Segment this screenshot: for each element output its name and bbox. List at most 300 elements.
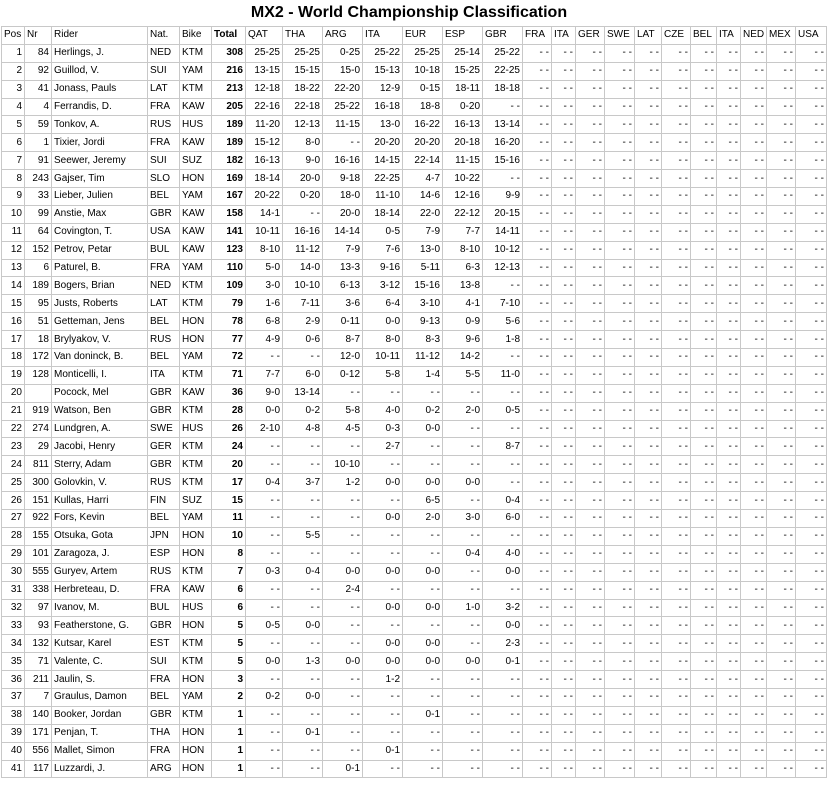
cell-score: - - bbox=[662, 384, 691, 402]
cell-score: 0-2 bbox=[283, 402, 323, 420]
cell-score: 22-25 bbox=[363, 170, 403, 188]
cell-score: - - bbox=[691, 545, 717, 563]
cell-rider: Booker, Jordan bbox=[52, 706, 148, 724]
cell-score: - - bbox=[662, 653, 691, 671]
cell-score: - - bbox=[552, 510, 576, 528]
cell-score: 0-2 bbox=[246, 688, 283, 706]
cell-score: 0-0 bbox=[246, 653, 283, 671]
cell-score: 0-20 bbox=[443, 98, 483, 116]
cell-pos: 9 bbox=[2, 188, 25, 206]
cell-score: - - bbox=[605, 456, 635, 474]
cell-nat: SUI bbox=[148, 653, 180, 671]
cell-score: - - bbox=[691, 44, 717, 62]
cell-score: - - bbox=[523, 527, 552, 545]
cell-score: - - bbox=[741, 313, 767, 331]
cell-score: 2-3 bbox=[483, 635, 523, 653]
cell-rider: Luzzardi, J. bbox=[52, 760, 148, 778]
cell-score: - - bbox=[403, 438, 443, 456]
cell-score: - - bbox=[741, 492, 767, 510]
column-header: LAT bbox=[635, 27, 662, 45]
cell-score: - - bbox=[741, 420, 767, 438]
cell-score: 0-25 bbox=[323, 44, 363, 62]
cell-score: - - bbox=[552, 188, 576, 206]
cell-score: - - bbox=[741, 617, 767, 635]
cell-score: 25-22 bbox=[363, 44, 403, 62]
cell-score: - - bbox=[717, 44, 741, 62]
cell-score: - - bbox=[691, 295, 717, 313]
cell-bike: HON bbox=[180, 170, 212, 188]
cell-score: 11-12 bbox=[283, 241, 323, 259]
cell-nat: ARG bbox=[148, 760, 180, 778]
table-row bbox=[2, 295, 827, 313]
cell-total: 24 bbox=[212, 438, 246, 456]
cell-score: - - bbox=[523, 80, 552, 98]
cell-total: 36 bbox=[212, 384, 246, 402]
cell-score: 0-9 bbox=[443, 313, 483, 331]
cell-score: - - bbox=[403, 617, 443, 635]
cell-score: 15-0 bbox=[323, 62, 363, 80]
cell-score: - - bbox=[635, 152, 662, 170]
cell-score: - - bbox=[767, 295, 796, 313]
cell-score: 0-0 bbox=[283, 617, 323, 635]
table-row bbox=[2, 456, 827, 474]
cell-score: 7-11 bbox=[283, 295, 323, 313]
cell-score: - - bbox=[443, 438, 483, 456]
cell-score: 0-0 bbox=[323, 653, 363, 671]
cell-nr: 140 bbox=[25, 706, 52, 724]
cell-score: - - bbox=[246, 527, 283, 545]
cell-score: - - bbox=[717, 706, 741, 724]
cell-score: - - bbox=[741, 653, 767, 671]
cell-score: 18-0 bbox=[323, 188, 363, 206]
cell-score: - - bbox=[691, 134, 717, 152]
cell-score: - - bbox=[796, 456, 827, 474]
cell-score: 12-13 bbox=[283, 116, 323, 134]
cell-score: 8-0 bbox=[283, 134, 323, 152]
cell-score: - - bbox=[605, 98, 635, 116]
cell-bike: KAW bbox=[180, 581, 212, 599]
cell-score: - - bbox=[691, 420, 717, 438]
cell-score: - - bbox=[691, 653, 717, 671]
cell-score: - - bbox=[741, 688, 767, 706]
cell-score: - - bbox=[443, 671, 483, 689]
cell-score: - - bbox=[523, 492, 552, 510]
cell-score: 12-18 bbox=[246, 80, 283, 98]
cell-score: - - bbox=[246, 760, 283, 778]
cell-score: - - bbox=[662, 581, 691, 599]
cell-score: 0-4 bbox=[246, 474, 283, 492]
cell-score: - - bbox=[552, 152, 576, 170]
cell-bike: HON bbox=[180, 313, 212, 331]
cell-score: - - bbox=[552, 331, 576, 349]
cell-score: - - bbox=[523, 742, 552, 760]
cell-score: - - bbox=[717, 617, 741, 635]
cell-rider: Herbreteau, D. bbox=[52, 581, 148, 599]
cell-score: 9-0 bbox=[246, 384, 283, 402]
cell-rider: Ferrandis, D. bbox=[52, 98, 148, 116]
cell-score: - - bbox=[741, 563, 767, 581]
cell-score: - - bbox=[576, 438, 605, 456]
cell-pos: 33 bbox=[2, 617, 25, 635]
cell-score: 0-1 bbox=[283, 724, 323, 742]
table-row bbox=[2, 563, 827, 581]
cell-score: - - bbox=[691, 671, 717, 689]
column-header: USA bbox=[796, 27, 827, 45]
cell-score: 8-10 bbox=[443, 241, 483, 259]
cell-score: - - bbox=[635, 599, 662, 617]
cell-score: 25-25 bbox=[403, 44, 443, 62]
cell-rider: Anstie, Max bbox=[52, 205, 148, 223]
cell-nat: BEL bbox=[148, 688, 180, 706]
cell-score: - - bbox=[246, 438, 283, 456]
cell-score: - - bbox=[605, 510, 635, 528]
cell-score: - - bbox=[741, 510, 767, 528]
cell-pos: 14 bbox=[2, 277, 25, 295]
cell-score: 11-0 bbox=[483, 366, 523, 384]
cell-score: - - bbox=[552, 366, 576, 384]
cell-score: - - bbox=[576, 581, 605, 599]
cell-score: 20-20 bbox=[403, 134, 443, 152]
cell-bike: KTM bbox=[180, 635, 212, 653]
cell-score: - - bbox=[741, 152, 767, 170]
cell-score: 25-14 bbox=[443, 44, 483, 62]
cell-total: 78 bbox=[212, 313, 246, 331]
cell-nat: BEL bbox=[148, 313, 180, 331]
cell-score: 0-1 bbox=[363, 742, 403, 760]
cell-score: - - bbox=[552, 545, 576, 563]
cell-score: - - bbox=[523, 671, 552, 689]
cell-score: - - bbox=[767, 438, 796, 456]
cell-score: - - bbox=[767, 510, 796, 528]
cell-nr: 151 bbox=[25, 492, 52, 510]
cell-nr: 18 bbox=[25, 331, 52, 349]
cell-score: - - bbox=[767, 241, 796, 259]
cell-score: - - bbox=[796, 706, 827, 724]
cell-score: - - bbox=[363, 456, 403, 474]
cell-score: 0-5 bbox=[246, 617, 283, 635]
cell-rider: Herlings, J. bbox=[52, 44, 148, 62]
cell-score: - - bbox=[717, 671, 741, 689]
cell-rider: Otsuka, Gota bbox=[52, 527, 148, 545]
cell-score: - - bbox=[483, 581, 523, 599]
cell-score: - - bbox=[796, 671, 827, 689]
cell-score: - - bbox=[767, 742, 796, 760]
cell-pos: 37 bbox=[2, 688, 25, 706]
cell-rider: Zaragoza, J. bbox=[52, 545, 148, 563]
cell-total: 71 bbox=[212, 366, 246, 384]
cell-nat: RUS bbox=[148, 331, 180, 349]
cell-score: 9-9 bbox=[483, 188, 523, 206]
cell-score: - - bbox=[796, 724, 827, 742]
cell-nat: LAT bbox=[148, 80, 180, 98]
cell-score: 5-8 bbox=[363, 366, 403, 384]
cell-nr: 243 bbox=[25, 170, 52, 188]
cell-total: 167 bbox=[212, 188, 246, 206]
cell-score: - - bbox=[796, 760, 827, 778]
column-header: GER bbox=[576, 27, 605, 45]
cell-score: - - bbox=[552, 617, 576, 635]
cell-score: - - bbox=[691, 62, 717, 80]
cell-score: - - bbox=[246, 581, 283, 599]
cell-score: - - bbox=[605, 331, 635, 349]
cell-score: - - bbox=[605, 742, 635, 760]
cell-score: 0-0 bbox=[403, 599, 443, 617]
cell-score: - - bbox=[576, 599, 605, 617]
cell-score: - - bbox=[443, 706, 483, 724]
cell-score: - - bbox=[767, 188, 796, 206]
cell-nr: 274 bbox=[25, 420, 52, 438]
cell-score: - - bbox=[767, 724, 796, 742]
cell-score: - - bbox=[552, 313, 576, 331]
table-row bbox=[2, 98, 827, 116]
cell-score: - - bbox=[691, 563, 717, 581]
cell-score: - - bbox=[796, 188, 827, 206]
cell-score: - - bbox=[796, 545, 827, 563]
cell-score: - - bbox=[403, 581, 443, 599]
cell-score: - - bbox=[323, 438, 363, 456]
cell-nr: 132 bbox=[25, 635, 52, 653]
cell-nat: NED bbox=[148, 277, 180, 295]
cell-score: - - bbox=[796, 134, 827, 152]
cell-score: 7-10 bbox=[483, 295, 523, 313]
cell-score: - - bbox=[741, 742, 767, 760]
cell-total: 5 bbox=[212, 635, 246, 653]
cell-score: - - bbox=[635, 134, 662, 152]
cell-nat: SUI bbox=[148, 152, 180, 170]
cell-rider: Golovkin, V. bbox=[52, 474, 148, 492]
table-row bbox=[2, 116, 827, 134]
cell-nr: 811 bbox=[25, 456, 52, 474]
cell-score: 16-20 bbox=[483, 134, 523, 152]
cell-nr: 1 bbox=[25, 134, 52, 152]
cell-score: - - bbox=[605, 223, 635, 241]
cell-score: - - bbox=[767, 116, 796, 134]
cell-score: 8-10 bbox=[246, 241, 283, 259]
cell-score: - - bbox=[691, 742, 717, 760]
cell-pos: 13 bbox=[2, 259, 25, 277]
cell-score: 18-22 bbox=[283, 80, 323, 98]
cell-score: - - bbox=[552, 706, 576, 724]
column-header: Nr bbox=[25, 27, 52, 45]
cell-score: - - bbox=[552, 527, 576, 545]
cell-score: - - bbox=[246, 545, 283, 563]
cell-score: - - bbox=[576, 170, 605, 188]
cell-score: - - bbox=[523, 474, 552, 492]
cell-score: - - bbox=[717, 760, 741, 778]
cell-score: - - bbox=[523, 98, 552, 116]
cell-score: - - bbox=[635, 474, 662, 492]
cell-score: - - bbox=[662, 688, 691, 706]
cell-score: 4-1 bbox=[443, 295, 483, 313]
cell-nr: 51 bbox=[25, 313, 52, 331]
cell-nat: FIN bbox=[148, 492, 180, 510]
cell-score: - - bbox=[283, 635, 323, 653]
cell-score: - - bbox=[443, 384, 483, 402]
cell-score: - - bbox=[523, 170, 552, 188]
cell-rider: Lieber, Julien bbox=[52, 188, 148, 206]
cell-nr: 93 bbox=[25, 617, 52, 635]
cell-pos: 29 bbox=[2, 545, 25, 563]
cell-total: 123 bbox=[212, 241, 246, 259]
cell-score: - - bbox=[283, 349, 323, 367]
cell-score: 0-0 bbox=[246, 402, 283, 420]
cell-score: - - bbox=[283, 599, 323, 617]
cell-score: - - bbox=[741, 438, 767, 456]
cell-score: - - bbox=[741, 760, 767, 778]
cell-bike: SUZ bbox=[180, 492, 212, 510]
cell-score: - - bbox=[403, 724, 443, 742]
cell-score: - - bbox=[635, 241, 662, 259]
cell-score: - - bbox=[483, 384, 523, 402]
cell-score: - - bbox=[635, 510, 662, 528]
cell-total: 158 bbox=[212, 205, 246, 223]
cell-score: - - bbox=[552, 277, 576, 295]
cell-bike: SUZ bbox=[180, 152, 212, 170]
cell-score: - - bbox=[691, 188, 717, 206]
cell-bike: KAW bbox=[180, 223, 212, 241]
cell-score: - - bbox=[576, 331, 605, 349]
cell-score: - - bbox=[523, 617, 552, 635]
cell-rider: Ivanov, M. bbox=[52, 599, 148, 617]
cell-score: - - bbox=[576, 188, 605, 206]
cell-score: - - bbox=[635, 366, 662, 384]
cell-score: - - bbox=[691, 456, 717, 474]
cell-score: 10-18 bbox=[403, 62, 443, 80]
table-row bbox=[2, 492, 827, 510]
cell-total: 216 bbox=[212, 62, 246, 80]
cell-score: 3-6 bbox=[323, 295, 363, 313]
cell-score: 25-22 bbox=[323, 98, 363, 116]
cell-nat: GBR bbox=[148, 706, 180, 724]
cell-score: - - bbox=[576, 420, 605, 438]
cell-score: - - bbox=[767, 384, 796, 402]
cell-score: - - bbox=[443, 635, 483, 653]
table-row bbox=[2, 313, 827, 331]
cell-score: - - bbox=[363, 581, 403, 599]
cell-score: - - bbox=[283, 706, 323, 724]
cell-score: - - bbox=[767, 581, 796, 599]
cell-score: - - bbox=[741, 331, 767, 349]
cell-score: 20-0 bbox=[323, 205, 363, 223]
cell-score: - - bbox=[691, 635, 717, 653]
cell-score: - - bbox=[443, 492, 483, 510]
cell-score: - - bbox=[576, 295, 605, 313]
cell-pos: 31 bbox=[2, 581, 25, 599]
cell-nat: THA bbox=[148, 724, 180, 742]
cell-score: - - bbox=[717, 223, 741, 241]
cell-score: - - bbox=[767, 653, 796, 671]
cell-nr: 189 bbox=[25, 277, 52, 295]
cell-total: 205 bbox=[212, 98, 246, 116]
cell-score: - - bbox=[523, 563, 552, 581]
cell-bike: KTM bbox=[180, 563, 212, 581]
cell-score: - - bbox=[691, 205, 717, 223]
cell-score: - - bbox=[767, 492, 796, 510]
cell-score: - - bbox=[662, 706, 691, 724]
cell-nr: 97 bbox=[25, 599, 52, 617]
cell-score: - - bbox=[523, 259, 552, 277]
cell-total: 28 bbox=[212, 402, 246, 420]
cell-pos: 40 bbox=[2, 742, 25, 760]
cell-total: 77 bbox=[212, 331, 246, 349]
cell-pos: 20 bbox=[2, 384, 25, 402]
cell-score: - - bbox=[717, 545, 741, 563]
cell-total: 11 bbox=[212, 510, 246, 528]
cell-score: - - bbox=[717, 653, 741, 671]
cell-rider: Mallet, Simon bbox=[52, 742, 148, 760]
cell-pos: 10 bbox=[2, 205, 25, 223]
cell-score: - - bbox=[523, 510, 552, 528]
cell-score: - - bbox=[635, 44, 662, 62]
cell-score: - - bbox=[576, 402, 605, 420]
cell-score: - - bbox=[767, 671, 796, 689]
cell-score: - - bbox=[605, 44, 635, 62]
cell-score: - - bbox=[605, 653, 635, 671]
cell-score: - - bbox=[717, 170, 741, 188]
cell-score: - - bbox=[691, 152, 717, 170]
cell-score: - - bbox=[717, 259, 741, 277]
table-row bbox=[2, 223, 827, 241]
cell-score: 22-18 bbox=[283, 98, 323, 116]
cell-score: - - bbox=[403, 527, 443, 545]
cell-rider: Justs, Roberts bbox=[52, 295, 148, 313]
cell-nat: NED bbox=[148, 44, 180, 62]
cell-nat: RUS bbox=[148, 116, 180, 134]
column-header: FRA bbox=[523, 27, 552, 45]
cell-score: - - bbox=[691, 384, 717, 402]
cell-score: 9-16 bbox=[363, 259, 403, 277]
cell-score: - - bbox=[717, 474, 741, 492]
cell-score: 14-1 bbox=[246, 205, 283, 223]
cell-score: 3-2 bbox=[483, 599, 523, 617]
cell-score: 3-0 bbox=[443, 510, 483, 528]
cell-total: 141 bbox=[212, 223, 246, 241]
cell-score: - - bbox=[283, 742, 323, 760]
cell-rider: Paturel, B. bbox=[52, 259, 148, 277]
cell-score: - - bbox=[741, 223, 767, 241]
cell-nr bbox=[25, 384, 52, 402]
cell-bike: HON bbox=[180, 742, 212, 760]
cell-score: - - bbox=[552, 349, 576, 367]
cell-score: - - bbox=[767, 313, 796, 331]
cell-score: - - bbox=[576, 617, 605, 635]
cell-pos: 4 bbox=[2, 98, 25, 116]
cell-score: - - bbox=[741, 259, 767, 277]
column-header: Rider bbox=[52, 27, 148, 45]
cell-score: - - bbox=[246, 706, 283, 724]
cell-pos: 32 bbox=[2, 599, 25, 617]
cell-score: - - bbox=[796, 277, 827, 295]
cell-score: - - bbox=[662, 223, 691, 241]
cell-score: - - bbox=[605, 527, 635, 545]
cell-score: 0-0 bbox=[403, 420, 443, 438]
cell-total: 189 bbox=[212, 116, 246, 134]
table-row bbox=[2, 134, 827, 152]
cell-score: - - bbox=[576, 760, 605, 778]
cell-score: - - bbox=[605, 599, 635, 617]
cell-bike: KTM bbox=[180, 474, 212, 492]
cell-score: 22-14 bbox=[403, 152, 443, 170]
cell-score: - - bbox=[662, 420, 691, 438]
cell-score: - - bbox=[662, 438, 691, 456]
cell-score: 0-0 bbox=[403, 474, 443, 492]
cell-score: 12-0 bbox=[323, 349, 363, 367]
cell-total: 5 bbox=[212, 617, 246, 635]
cell-score: - - bbox=[283, 671, 323, 689]
cell-score: - - bbox=[552, 760, 576, 778]
cell-score: - - bbox=[796, 599, 827, 617]
cell-score: - - bbox=[741, 277, 767, 295]
